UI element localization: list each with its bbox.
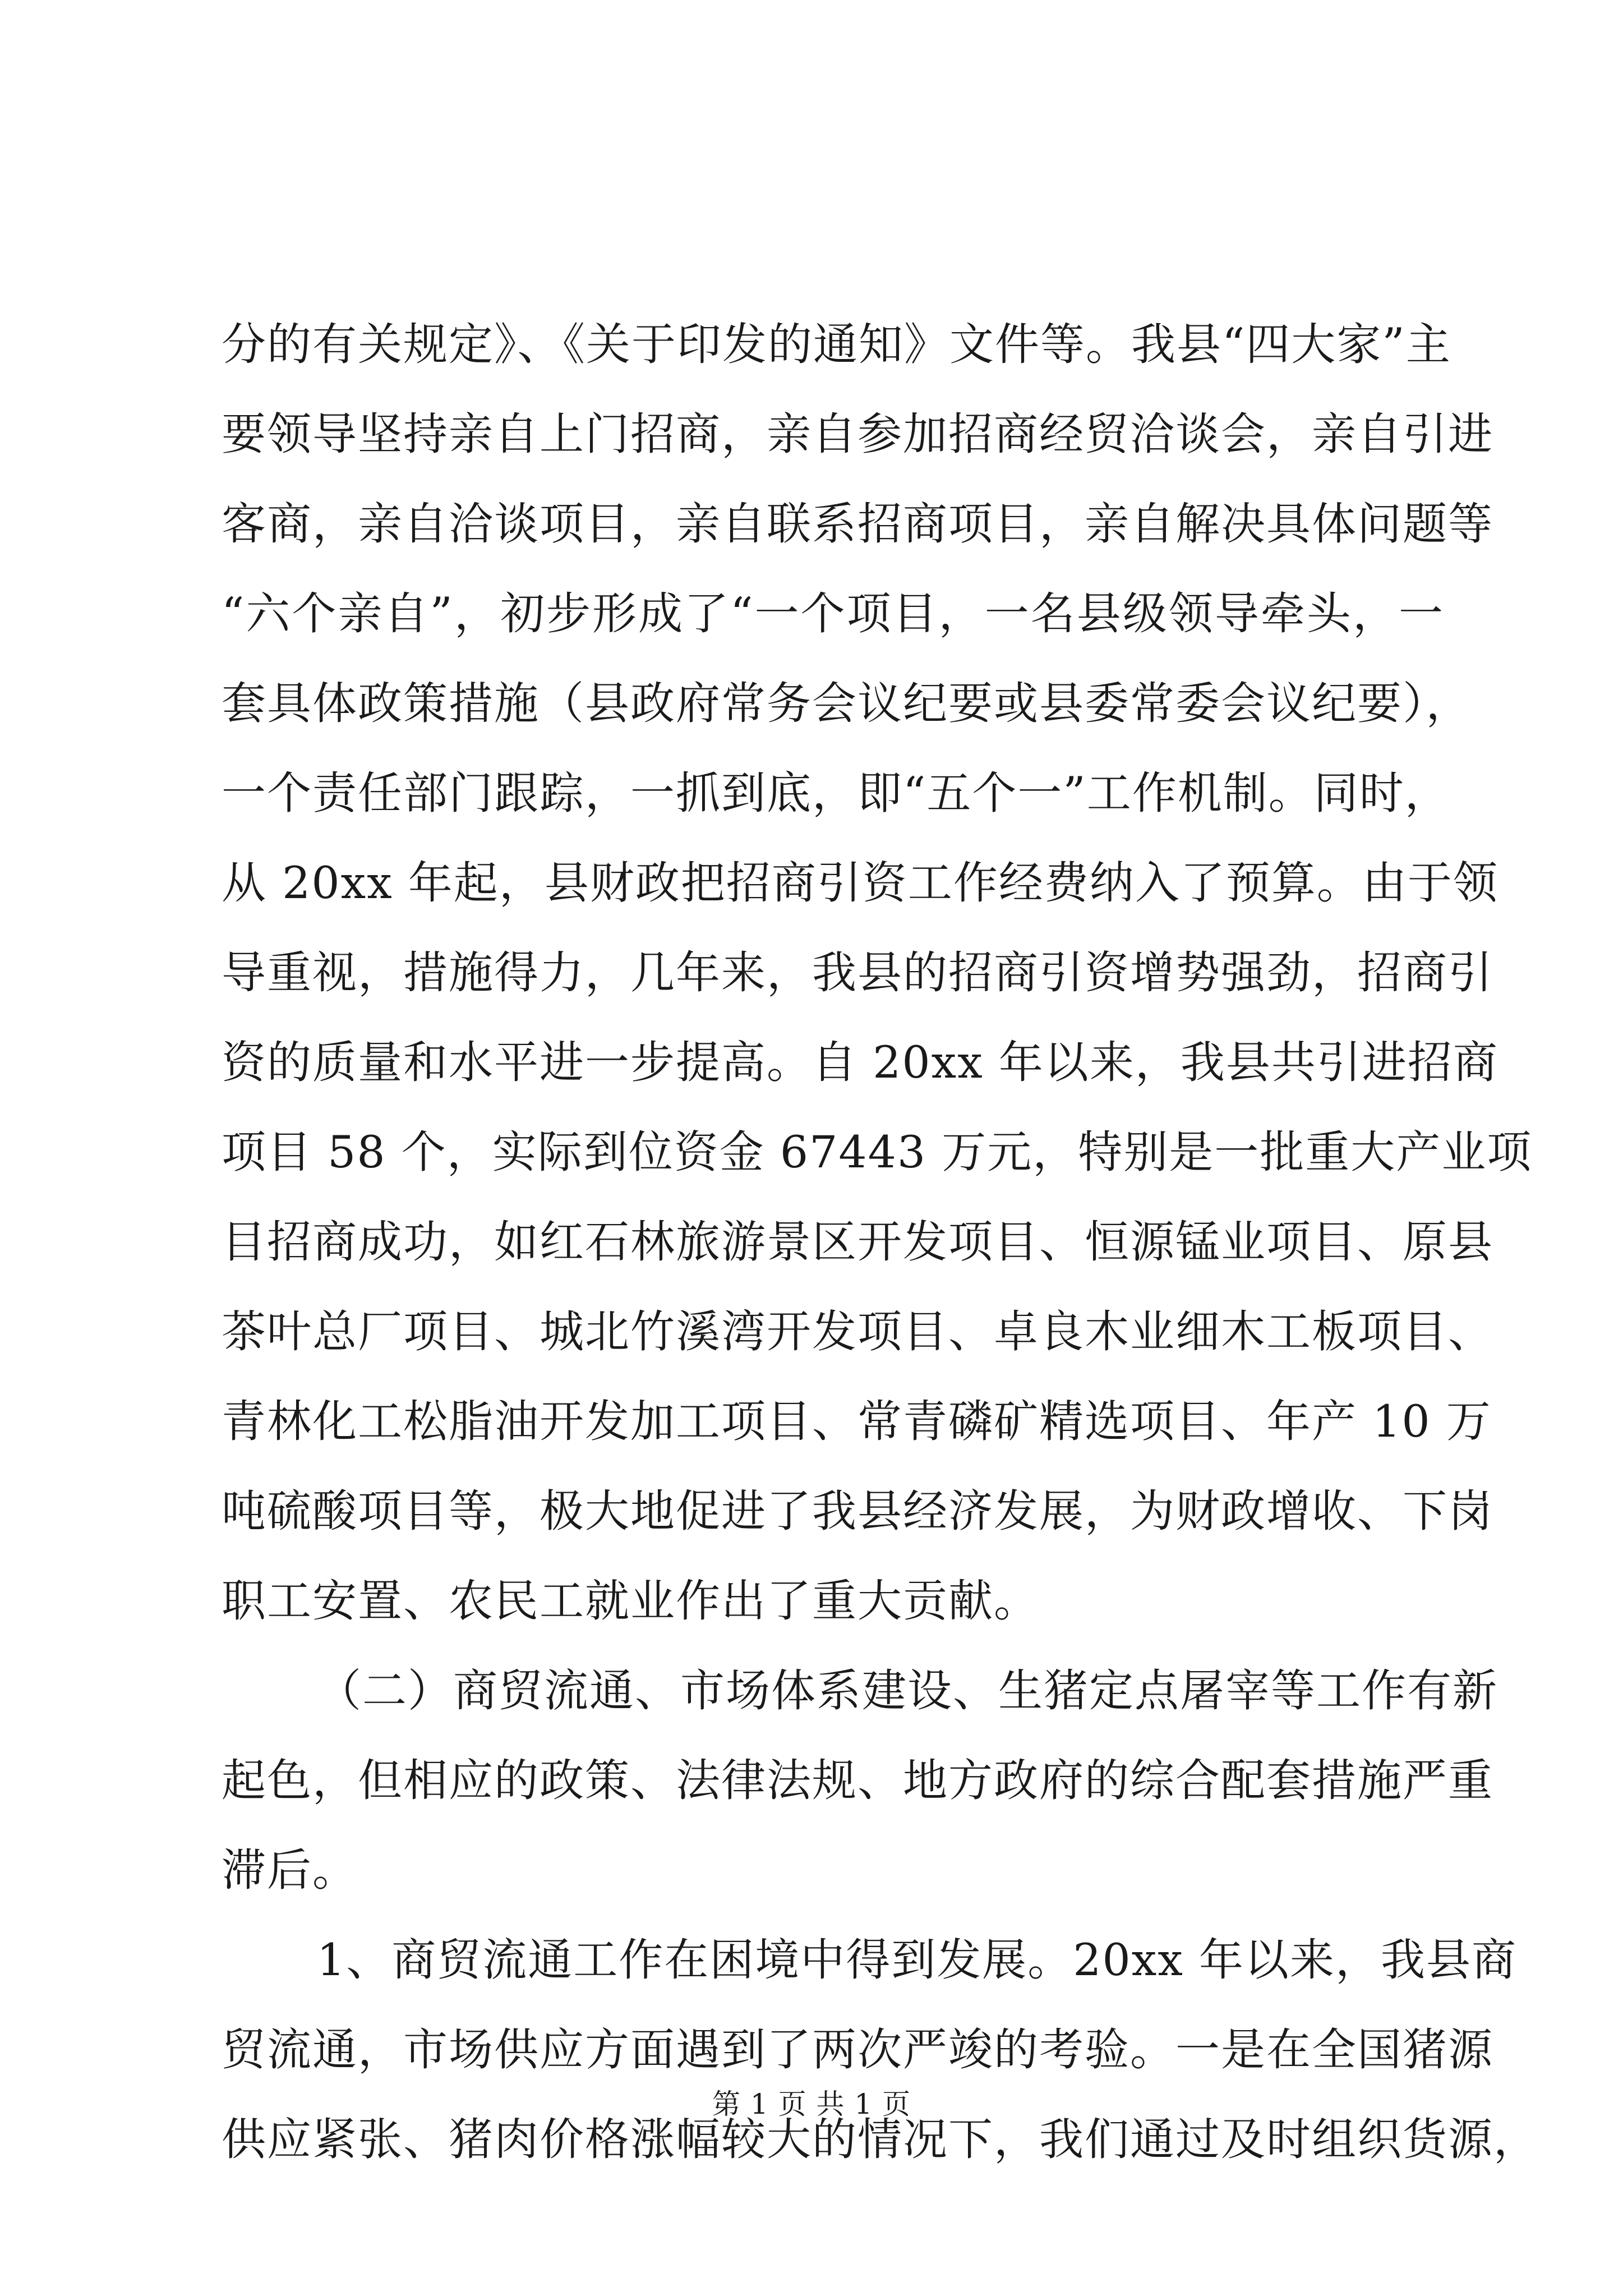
text-line: 青林化工松脂油开发加工项目、常青磷矿精选项目、年产 10 万 <box>222 1396 1492 1447</box>
section-heading-line: 起色，但相应的政策、法律法规、地方政府的综合配套措施严重 <box>222 1755 1493 1806</box>
text-line: 导重视，措施得力，几年来，我县的招商引资增势强劲，招商引 <box>222 947 1493 999</box>
text-line: 资的质量和水平进一步提高。自 20xx 年以来，我县共引进招商 <box>222 1037 1498 1088</box>
text-line: 套具体政策措施（县政府常务会议纪要或县委常委会议纪要）， <box>222 678 1472 729</box>
section-heading-line: 滞后。 <box>222 1844 358 1896</box>
text-line: 茶叶总厂项目、城北竹溪湾开发项目、卓良木业细木工板项目、 <box>222 1306 1493 1358</box>
text-line: “六个亲自”，初步形成了“一个项目，一名县级领导牵头，一 <box>222 588 1444 639</box>
text-line: 一个责任部门跟踪，一抓到底，即“五个一”工作机制。同时， <box>222 767 1450 819</box>
text-line: 分的有关规定》、《关于印发的通知》文件等。我县“四大家”主 <box>222 319 1451 370</box>
text-line: 供应紧张、猪肉价格涨幅较大的情况下，我们通过及时组织货源， <box>222 2114 1539 2165</box>
section-heading-line: （二）商贸流通、市场体系建设、生猪定点屠宰等工作有新 <box>317 1665 1498 1717</box>
text-line: 吨硫酸项目等，极大地促进了我县经济发展，为财政增收、下岗 <box>222 1485 1493 1537</box>
text-line: 1、商贸流通工作在困境中得到发展。20xx 年以来，我县商 <box>317 1934 1518 1986</box>
text-line: 客商，亲自洽谈项目，亲自联系招商项目，亲自解决具体问题等 <box>222 498 1493 550</box>
document-body <box>222 300 1539 2184</box>
text-line: 要领导坚持亲自上门招商，亲自参加招商经贸洽谈会，亲自引进 <box>222 408 1493 460</box>
text-line: 贸流通，市场供应方面遇到了两次严竣的考验。一是在全国猪源 <box>222 2024 1493 2076</box>
page-footer <box>0 2085 1623 2124</box>
text-line: 项目 58 个，实际到位资金 67443 万元，特别是一批重大产业项 <box>222 1126 1533 1178</box>
text-line: 从 20xx 年起，县财政把招商引资工作经费纳入了预算。由于领 <box>222 857 1498 909</box>
text-line: 职工安置、农民工就业作出了重大贡献。 <box>222 1575 1039 1627</box>
page-number-label: 第 1 页 共 1 页 <box>712 2088 911 2120</box>
text-line: 目招商成功，如红石林旅游景区开发项目、恒源锰业项目、原县 <box>222 1216 1493 1268</box>
